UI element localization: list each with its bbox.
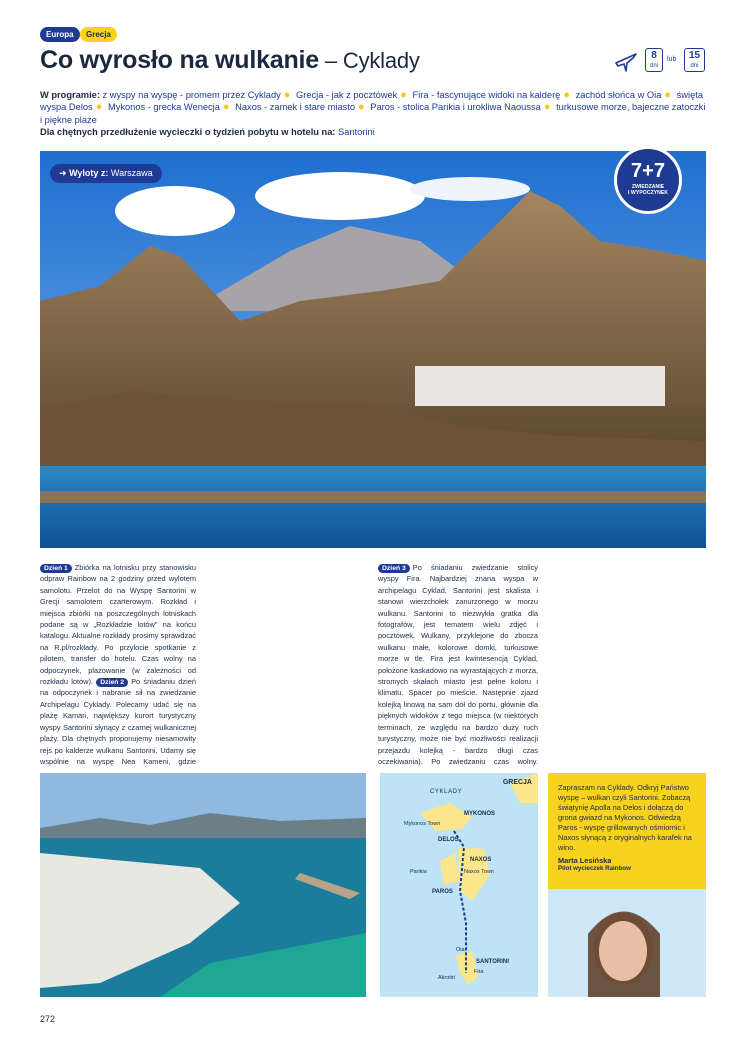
plane-icon [614, 50, 638, 79]
extension-value: Santorini [338, 126, 375, 137]
day-2-badge: Dzień 2 [96, 678, 128, 687]
region-tags [40, 24, 117, 42]
guide-quote-box [548, 773, 706, 997]
day-1-text: Zbiórka na lotnisku przy stanowisku odpraw Rainbow na 2 godziny przed wylotem samolotu. Przelot do na Wyspę Santorini w Grecji samolotem czarterowym. Rozkład i miejsca zbiórki na poszczególnych lotniskach podane są w „Rozkładzie lotów" na końcu katalogu. Aktualne rozkłady prosimy sprawdzać na R.pl/rozkłady. Po przylocie spotkanie z pilotem, transfer do hotelu. Czas wolny na odpoczynek, plażowanie (w zależności od rozkładu lotów). [40, 563, 196, 687]
quote-role: Pilot wycieczek Rainbow [558, 865, 631, 872]
duration-or: lub [667, 56, 677, 63]
map-label-mykonos-town: Mykonos Town [404, 821, 441, 827]
extension-label: Dla chętnych przedłużenie wycieczki o tydzień pobytu w hotelu na: [40, 126, 336, 137]
map-label-delos: DELOS [438, 837, 459, 843]
map-label-fira: Fira [474, 969, 484, 975]
map-label-naxos: NAXOS [470, 857, 492, 863]
arrow-right-icon: ➜ [59, 168, 67, 178]
quote-author: Marta Lesińska [558, 856, 612, 865]
text-column-2 [207, 562, 365, 767]
program-item: z wyspy na wyspę - promem przez Cyklady [102, 90, 281, 100]
duration-short: 8 dni [645, 48, 663, 72]
title-separator: – [319, 48, 343, 73]
program-item: turkusowe morze, bajeczne zatoczki i piękne plaże [40, 102, 706, 125]
text-column-3 [378, 562, 538, 767]
map-label-parikia: Parikia [410, 869, 427, 875]
route-map [380, 773, 538, 997]
program-item: Mykonos - grecka Wenecja [107, 102, 220, 113]
program-item: zachód słońca w Oia [575, 90, 662, 100]
map-region: CYKLADY [430, 789, 463, 795]
program-item: Naxos - zamek i stare miasto [235, 102, 356, 113]
program-item: Grecja - jak z pocztówek [296, 90, 398, 100]
program-label: W programie: [40, 90, 100, 100]
title-main: Co wyrosło na wulkanie [40, 46, 319, 74]
day-2-text: Po śniadaniu dzień na odpoczynek i nabranie sił na zwiedzanie Archipelagu Cyklady. Polecamy udać się na plażę Kamari, największy kurort turystyczny wyspy Santorini słynący z czarnej wulkanicznej plaży. Dla chętnych proponujemy niesamowity rejs po kalderze wulkanu Santorini. Udamy się wspólnie na wyspę Nea Kameni, gdzie [40, 677, 196, 766]
text-column-1 [40, 562, 196, 767]
tour-type-badge: 7+7 ZWIEDZANIE I WYPOCZYNEK [614, 146, 682, 214]
program-item: święta wyspa Delos [40, 90, 703, 113]
tag-grecja: Grecja [80, 27, 117, 42]
hero-photo [40, 151, 706, 548]
day-1-badge: Dzień 1 [40, 564, 72, 573]
page-number: 272 [40, 1014, 56, 1024]
quote-text: Zapraszam na Cyklady. Odkryj Państwo wyspę – wulkan czyli Santorini. Zobaczą świątynię Apolla na Delos i dołączą do grona gwiazd na Mykonos. Odwiedzą Paros - wyspę grillowanych ośmiornic i Naxos słynącą z oryginalnych karafek na wino. [558, 783, 692, 852]
map-country: GRECJA [502, 779, 532, 786]
day-3-badge: Dzień 3 [378, 564, 410, 573]
departure-pill: ➜ Wyloty z: Warszawa [50, 164, 162, 183]
day-3-text: Po śniadaniu zwiedzanie stolicy wyspy Fira. Najbardziej znana wyspa w archipelagu Cyklad, Santorini jest skalista i stanowi wierzchołek zanurzonego w morzu wulkanu. Santorini to niezwykła gratka dla fotografów, jest tematem wielu zdjęć i pocztówek. Wulkany, przyklejone do zbocza wulkanu małe, kolorowe domki, turkusowe morze w tle. Fira jest kwintesencją Cyklad, położone kaskadowo na wyrastających z morza, stromych skałach miasto jest pełne koloru i klimatu. Spacer po mieście. Następnie zjazd kolejką linową na sam dół do portu, głównie dla pięknych widoków z tego miejsca (w niektórych terminach, ze względu na bardzo duży ruch turystyczny, może nie być możliwości realizacji przejazdu kolejką - bardzo długi czas oczekiwania). Po zwiedzaniu czas wolny. [378, 563, 538, 766]
program-item: Paros - stolica Parikia i urokliwa Naoussa [370, 102, 541, 113]
map-label-akrotiri: Akrotiri [438, 975, 456, 981]
program-item: Fira - fascynujące widoki na kalderę [412, 90, 561, 100]
page-title [40, 46, 420, 75]
map-label-santorini: SANTORINI [476, 959, 509, 965]
title-region: Cyklady [342, 48, 420, 73]
map-label-mykonos: MYKONOS [464, 811, 496, 817]
harbor-photo [40, 773, 366, 997]
map-label-naxos-town: Naxos Town [464, 869, 494, 875]
map-label-paros: PAROS [432, 889, 453, 895]
duration-long: 15 dni [684, 48, 705, 72]
program-list: W programie: z wyspy na wyspę - promem przez Cyklady ● Grecja - jak z pocztówek ● Fira - fascynujące widoki na kalderę ● zachód słońca w Oia ● święta wyspa Delos ● Mykonos - grecka Wenecja ● Naxos - zamek i stare miasto ● Paros - stolica Parikia i urokliwa Naoussa ● turkusowe morze, bajeczne zatoczki i piękne plaże Dla chętnych przedłużenie wycieczki o tydzień pobytu w hotelu na: Santorini [40, 89, 706, 137]
guide-photo [548, 889, 706, 997]
map-label-oia: Oia [456, 947, 465, 953]
tag-europa: Europa [40, 27, 80, 42]
